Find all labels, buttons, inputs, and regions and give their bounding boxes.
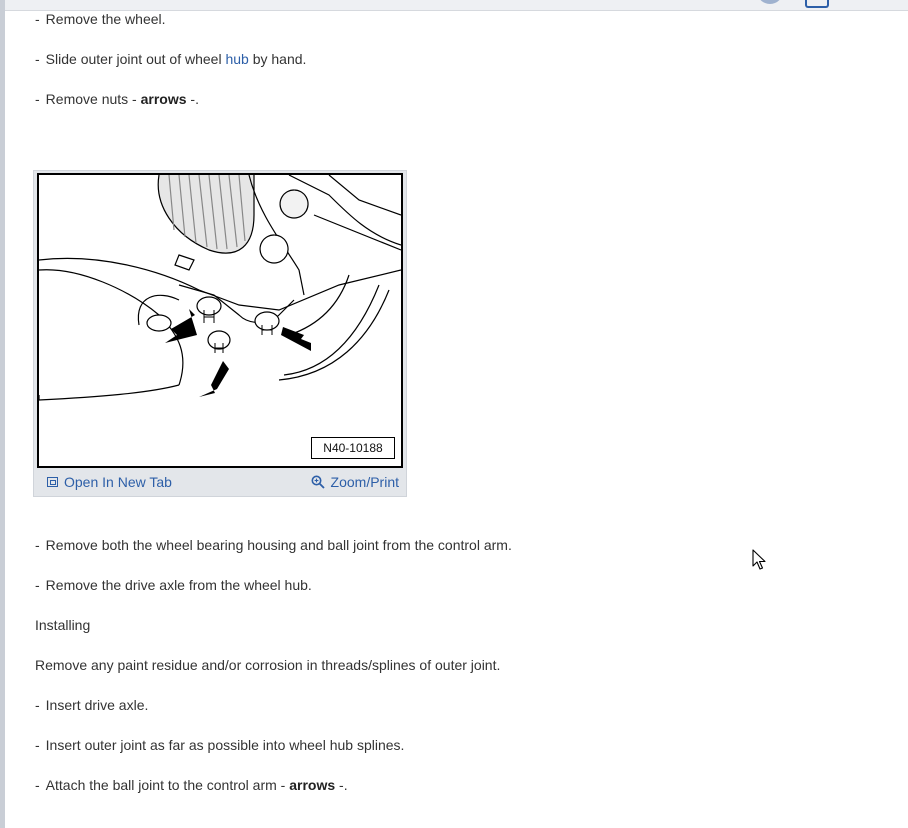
bullet-dash: - [35,11,40,27]
step-remove-bearing-housing [35,536,512,554]
instruction-text: Remove any paint residue and/or corrosion in threads/splines of outer joint. [35,657,501,673]
instruction-remove-residue [35,656,500,674]
open-new-tab-icon [47,477,58,487]
avatar[interactable] [757,0,783,4]
zoom-print-label: Zoom/Print [330,474,399,490]
figure-id-label: N40-10188 [311,437,395,459]
step-text-end: -. [335,777,348,793]
step-remove-nuts [35,90,199,108]
step-text: Attach the ball joint to the control arm - [45,777,290,793]
mouse-cursor-icon [752,549,766,571]
step-text: Insert outer joint as far as possible into wheel hub splines. [45,737,405,753]
step-text: Remove both the wheel bearing housing and ball joint from the control arm. [45,537,512,553]
left-window-edge [0,0,5,828]
bullet-dash: - [35,737,40,753]
bullet-dash: - [35,51,40,67]
step-remove-wheel [35,10,166,28]
step-attach-ball-joint [35,776,348,794]
step-text-end: -. [186,91,199,107]
step-text: Remove the wheel. [45,11,166,27]
zoom-print-button[interactable] [311,473,399,491]
technical-illustration[interactable] [37,173,403,468]
step-text: Remove the drive axle from the wheel hub. [45,577,312,593]
bullet-dash: - [35,577,40,593]
installing-heading [35,616,90,634]
step-text: Remove nuts - [45,91,141,107]
step-insert-outer-joint [35,736,404,754]
magnifier-icon [311,475,325,489]
step-text: Slide outer joint out of wheel [45,51,226,67]
toolbar-icon[interactable] [805,0,829,8]
bullet-dash: - [35,777,40,793]
bullet-dash: - [35,697,40,713]
open-in-new-tab-button[interactable] [47,473,172,491]
arrows-emphasis: arrows [140,91,187,107]
figure-panel [33,170,407,497]
step-remove-drive-axle [35,576,312,594]
control-arm-drawing [39,175,401,466]
step-text: Insert drive axle. [45,697,149,713]
step-insert-drive-axle [35,696,148,714]
step-slide-outer-joint [35,50,306,68]
step-text-end: by hand. [248,51,307,67]
section-heading-text: Installing [35,617,91,633]
hub-link[interactable]: hub [225,51,249,67]
arrows-emphasis: arrows [289,777,336,793]
open-in-new-tab-label: Open In New Tab [64,474,172,490]
bullet-dash: - [35,91,40,107]
bullet-dash: - [35,537,40,553]
figure-toolbar [37,470,403,494]
